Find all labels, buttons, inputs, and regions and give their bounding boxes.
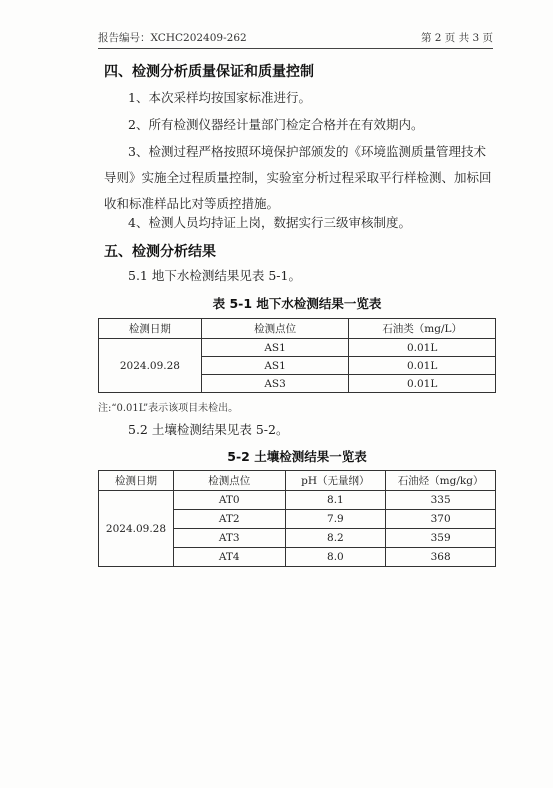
section-4-item-4: 4、检测人员均持证上岗，数据实行三级审核制度。 bbox=[128, 215, 411, 230]
ph-cell: 7.9 bbox=[285, 510, 386, 529]
report-number: 报告编号：XCHC202409-262 bbox=[98, 32, 247, 44]
point-cell: AT2 bbox=[173, 510, 285, 529]
section-4-item-1: 1、本次采样均按国家标准进行。 bbox=[128, 90, 311, 105]
table-header-row bbox=[99, 471, 496, 491]
date-cell: 2024.09.28 bbox=[99, 339, 202, 393]
ph-cell: 8.1 bbox=[285, 491, 386, 510]
table-5-2 bbox=[98, 470, 496, 567]
page-number: 第 2 页 共 3 页 bbox=[420, 32, 493, 44]
point-cell: AT3 bbox=[173, 529, 285, 548]
tph-cell: 368 bbox=[386, 548, 496, 567]
section-5-1-intro: 5.1 地下水检测结果见表 5-1。 bbox=[128, 268, 301, 283]
header-date: 检测日期 bbox=[99, 471, 174, 491]
tph-cell: 335 bbox=[386, 491, 496, 510]
value-cell: 0.01L bbox=[349, 339, 496, 357]
ph-cell: 8.0 bbox=[285, 548, 386, 567]
header-point: 检测点位 bbox=[173, 471, 285, 491]
tph-cell: 370 bbox=[386, 510, 496, 529]
section-4-item-3: 3、检测过程严格按照环境保护部颁发的《环境监测质量管理技术导则》实施全过程质量控制，实验室分析过程采取平行样检测、加标回收和标准样品比对等质控措施。 bbox=[104, 144, 492, 211]
table-5-2-caption: 5-2 土壤检测结果一览表 bbox=[227, 449, 367, 464]
table-5-1-caption: 表 5-1 地下水检测结果一览表 bbox=[212, 296, 382, 311]
section-5-2-intro: 5.2 土壤检测结果见表 5-2。 bbox=[128, 422, 289, 437]
section-5-title: 五、检测分析结果 bbox=[104, 244, 216, 260]
tph-cell: 359 bbox=[386, 529, 496, 548]
point-cell: AT0 bbox=[173, 491, 285, 510]
point-cell: AT4 bbox=[173, 548, 285, 567]
section-4-title: 四、检测分析质量保证和质量控制 bbox=[104, 64, 314, 80]
point-cell: AS1 bbox=[201, 339, 349, 357]
value-cell: 0.01L bbox=[349, 375, 496, 393]
header-point: 检测点位 bbox=[201, 319, 349, 339]
page-header bbox=[98, 30, 493, 49]
header-ph: pH（无量纲） bbox=[285, 471, 386, 491]
header-tph: 石油烃（mg/kg） bbox=[386, 471, 496, 491]
table-5-1-note: 注:“0.01L”表示该项目未检出。 bbox=[98, 403, 239, 414]
point-cell: AS1 bbox=[201, 357, 349, 375]
ph-cell: 8.2 bbox=[285, 529, 386, 548]
table-5-1 bbox=[98, 318, 496, 393]
value-cell: 0.01L bbox=[349, 357, 496, 375]
table-row bbox=[99, 491, 496, 510]
header-oil: 石油类（mg/L） bbox=[349, 319, 496, 339]
date-cell: 2024.09.28 bbox=[99, 491, 174, 567]
header-date: 检测日期 bbox=[99, 319, 202, 339]
table-header-row bbox=[99, 319, 496, 339]
section-4-item-2: 2、所有检测仪器经计量部门检定合格并在有效期内。 bbox=[128, 117, 424, 132]
table-row bbox=[99, 339, 496, 357]
point-cell: AS3 bbox=[201, 375, 349, 393]
